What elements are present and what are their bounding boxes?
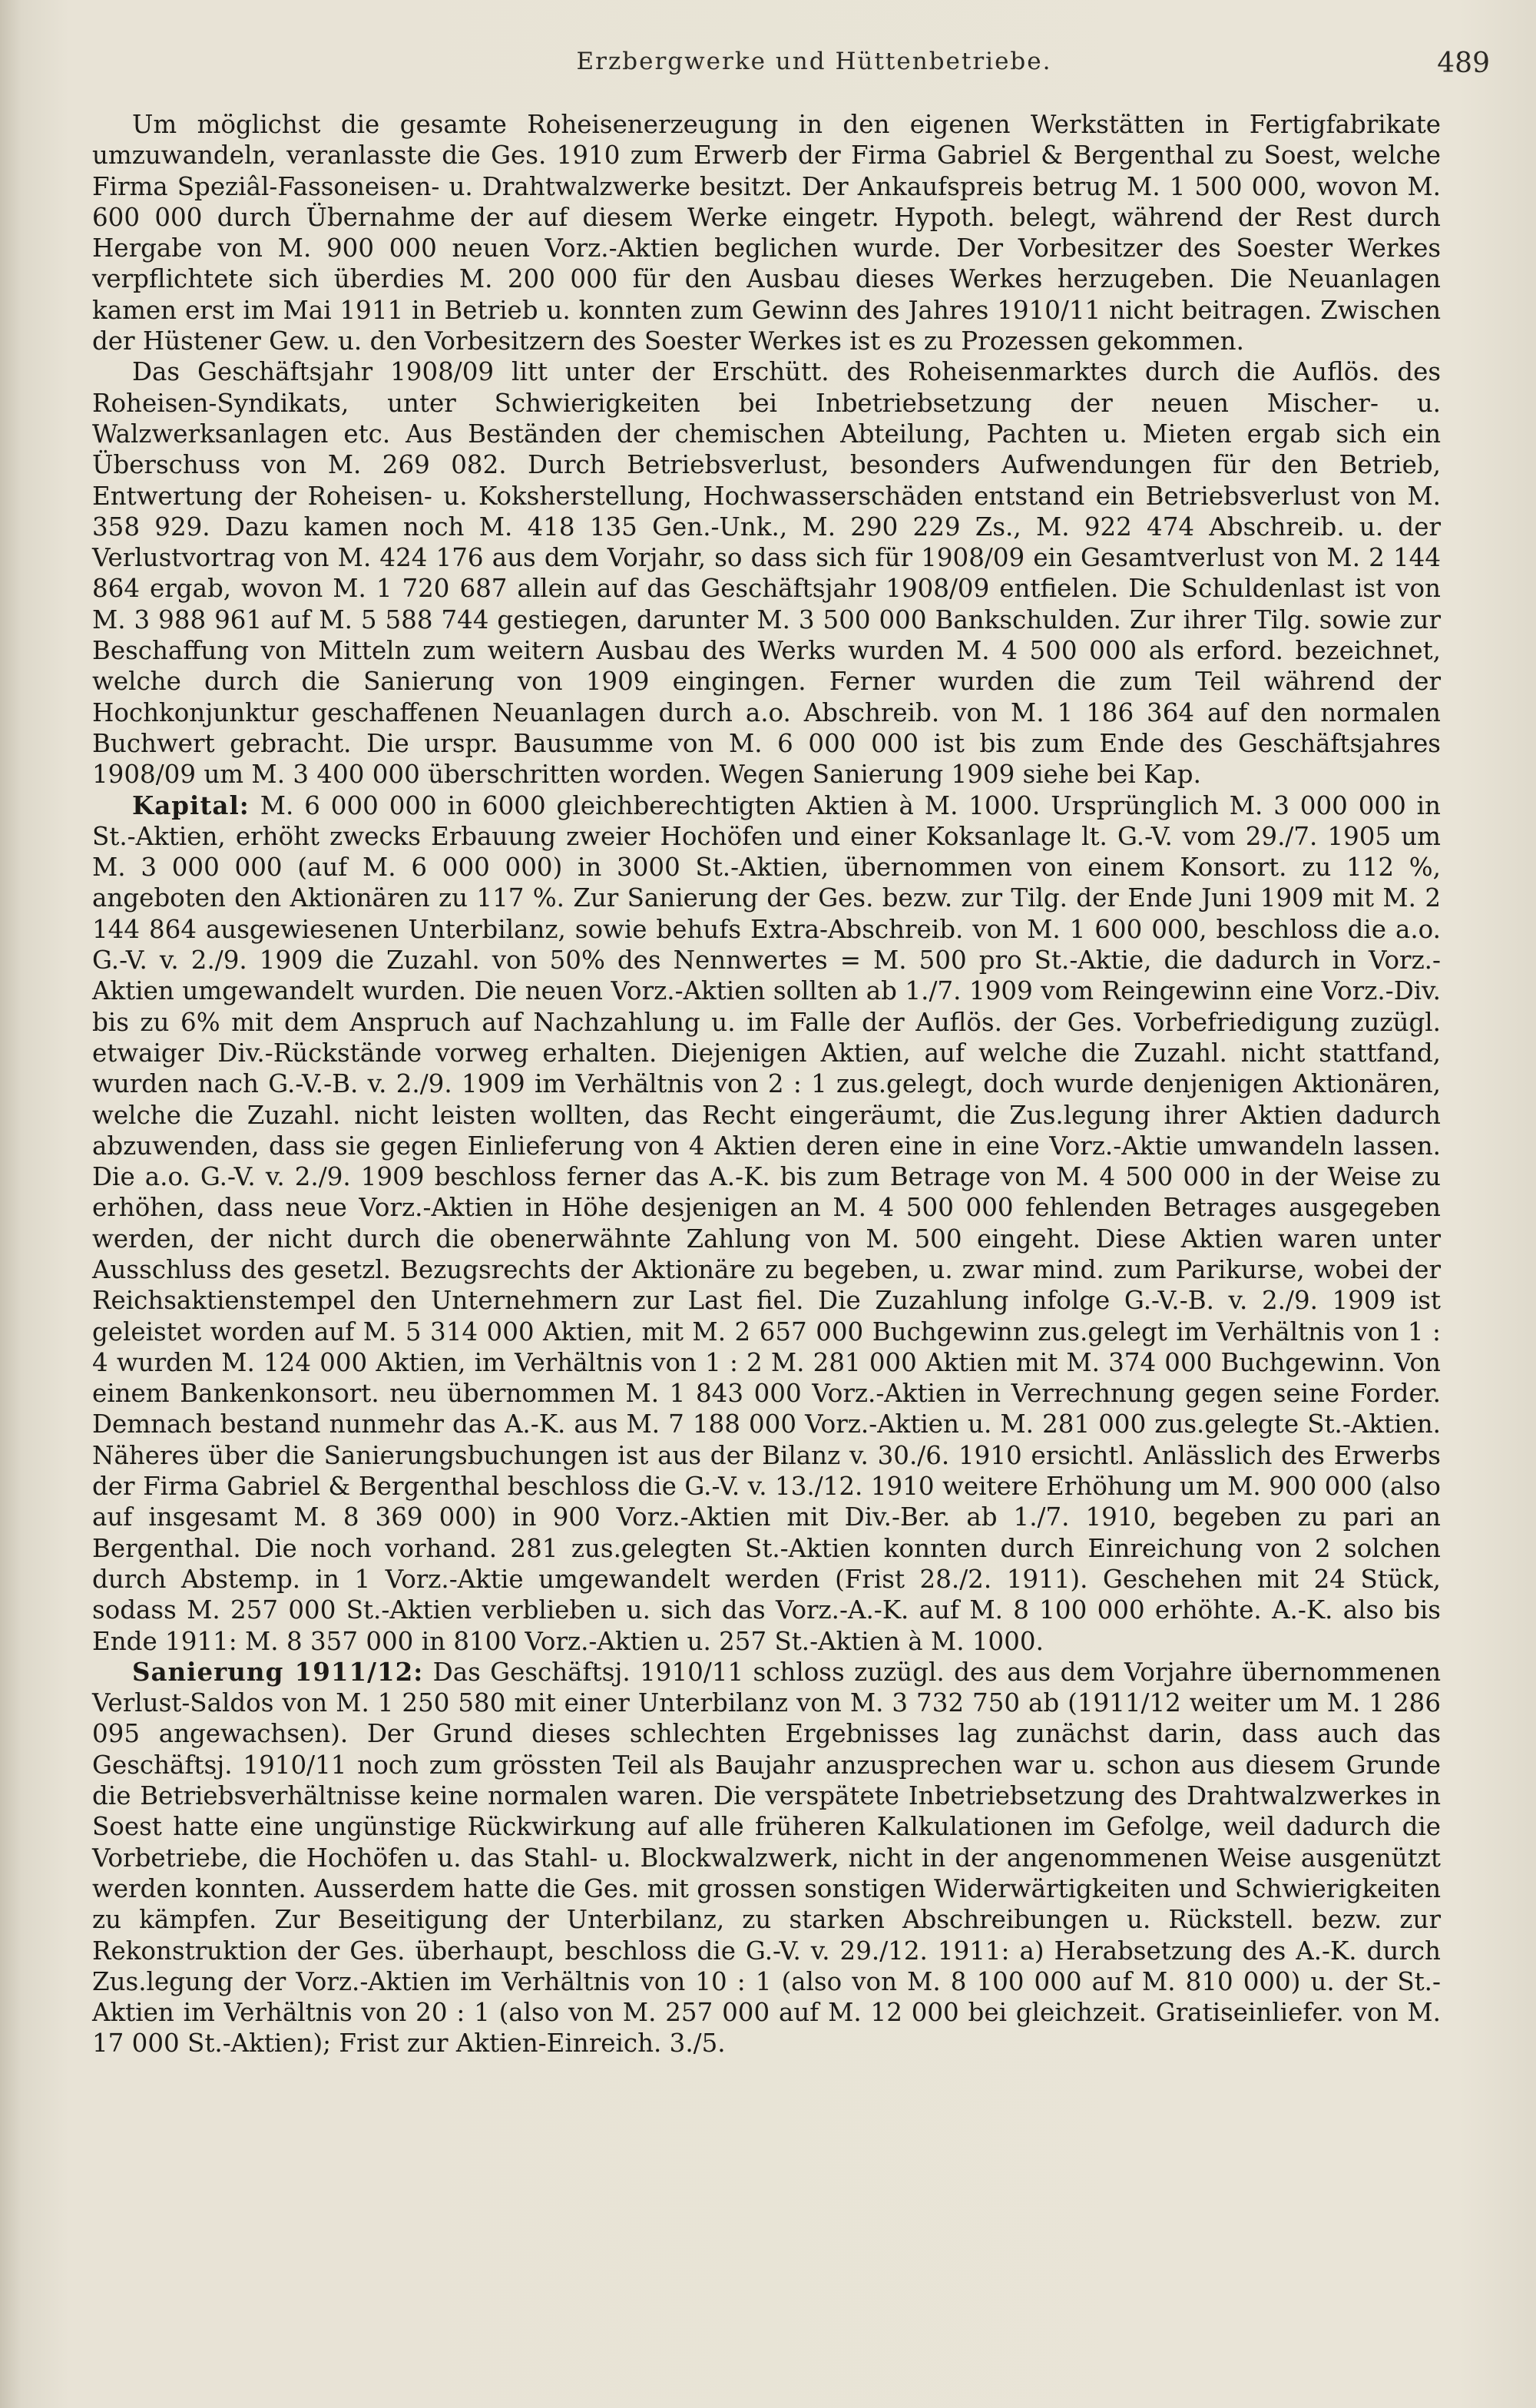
page-number: 489 [1437,48,1490,79]
paragraph-text: Um möglichst die gesamte Roheisenerzeugung in den eigenen Werkstätten in Fertigfabrikate umzuwandeln, veranlasste die Ges. 1910 zum Erwerb der Firma Gabriel & Bergenthal zu Soest, welche Firma Speziâl-Fassoneisen- u. Drahtwalzwerke besitzt. Der Ankaufspreis betrug M. 1 500 000, wovon M. 600 000 durch Übernahme der auf diesem Werke eingetr. Hypoth. belegt, während der Rest durch Hergabe von M. 900 000 neuen Vorz.-Aktien beglichen wurde. Der Vorbesitzer des Soester Werkes verpflichtete sich überdies M. 200 000 für den Ausbau dieses Werkes herzugeben. Die Neuanlagen kamen erst im Mai 1911 in Betrieb u. konnten zum Gewinn des Jahres 1910/11 nicht beitragen. Zwischen der Hüstener Gew. u. den Vorbesitzern des Soester Werkes ist es zu Prozessen gekommen. [92,110,1441,356]
running-head: Erzbergwerke und Hüttenbetriebe. [576,48,1052,75]
paragraph-text: Das Geschäftsj. 1910/11 schloss zuzügl. des aus dem Vorjahre übernommenen Verlust-Saldos von M. 1 250 580 mit einer Unterbilanz von M. 3 732 750 ab (1911/12 weiter um M. 1 286 095 angewachsen). Der Grund dieses schlechten Ergebnisses lag zunächst darin, dass auch das Geschäftsj. 1910/11 noch zum grössten Teil als Baujahr anzusprechen war u. schon aus diesem Grunde die Betriebsverhältnisse keine normalen waren. Die verspätete Inbetriebsetzung des Drahtwalzwerkes in Soest hatte eine ungünstige Rückwirkung auf alle früheren Kalkulationen im Gefolge, weil dadurch die Vorbetriebe, die Hochöfen u. das Stahl- u. Blockwalzwerk, nicht in der angenommenen Weise ausgenützt werden konnten. Ausserdem hatte die Ges. mit grossen sonstigen Widerwärtigkeiten und Schwierigkeiten zu kämpfen. Zur Beseitigung der Unterbilanz, zu starken Abschreibungen u. Rückstell. bezw. zur Rekonstruktion der Ges. überhaupt, beschloss die G.-V. v. 29./12. 1911: a) Herabsetzung des A.-K. durch Zus.legung der Vorz.-Aktien im Verhältnis von 10 : 1 (also von M. 8 100 000 auf M. 810 000) u. der St.-Aktien im Verhältnis von 20 : 1 (also von M. 257 000 auf M. 12 000 bei gleichzeit. Gratiseinliefer. von M. 17 000 St.-Aktien); Frist zur Aktien-Einreich. 3./5. [92,1657,1442,2059]
section-lead-kapital: Kapital: [132,790,250,820]
section-lead-sanierung: Sanierung 1911/12: [132,1656,424,1687]
paragraph-sanierung [92,1657,1441,2059]
paragraph-acquisition [92,109,1441,356]
paragraph-text: M. 6 000 000 in 6000 gleichberechtigten Aktien à M. 1000. Ursprünglich M. 3 000 000 in St.-Aktien, erhöht zwecks Erbauung zweier Hochöfen und einer Koksanlage lt. G.-V. vom 29./7. 1905 um M. 3 000 000 (auf M. 6 000 000) in 3000 St.-Aktien, übernommen von einem Konsort. zu 112 %, angeboten den Aktionären zu 117 %. Zur Sanierung der Ges. bezw. zur Tilg. der Ende Juni 1909 mit M. 2 144 864 ausgewiesenen Unterbilanz, sowie behufs Extra-Abschreib. von M. 1 600 000, beschloss die a.o. G.-V. v. 2./9. 1909 die Zuzahl. von 50% des Nennwertes = M. 500 pro St.-Aktie, die dadurch in Vorz.-Aktien umgewandelt wurden. Die neuen Vorz.-Aktien sollten ab 1./7. 1909 vom Reingewinn eine Vorz.-Div. bis zu 6% mit dem Anspruch auf Nachzahlung u. im Falle der Auflös. der Ges. Vorbefriedigung zuzügl. etwaiger Div.-Rückstände vorweg erhalten. Diejenigen Aktien, auf welche die Zuzahl. nicht stattfand, wurden nach G.-V.-B. v. 2./9. 1909 im Verhältnis von 2 : 1 zus.gelegt, doch wurde denjenigen Aktionären, welche die Zuzahl. nicht leisten wollten, das Recht eingeräumt, die Zus.legung ihrer Aktien dadurch abzuwenden, dass sie gegen Einlieferung von 4 Aktien deren eine in eine Vorz.-Aktie umwandeln lassen. Die a.o. G.-V. v. 2./9. 1909 beschloss ferner das A.-K. bis zum Betrage von M. 4 500 000 in der Weise zu erhöhen, dass neue Vorz.-Aktien in Höhe desjenigen an M. 4 500 000 fehlenden Betrages ausgegeben werden, der nicht durch die obenerwähnte Zahlung von M. 500 eingeht. Diese Aktien waren unter Ausschluss des gesetzl. Bezugsrechts der Aktionäre zu begeben, u. zwar mind. zum Parikurse, wobei der Reichsaktienstempel den Unternehmern zur Last fiel. Die Zuzahlung infolge G.-V.-B. v. 2./9. 1909 ist geleistet worden auf M. 5 314 000 Aktien, mit M. 2 657 000 Buchgewinn zus.gelegt im Verhältnis von 1 : 4 wurden M. 124 000 Aktien, im Verhältnis von 1 : 2 M. 281 000 Aktien mit M. 374 000 Buchgewinn. Von einem Bankenkonsort. neu übernommen M. 1 843 000 Vorz.-Aktien in Verrechnung gegen seine Forder. Demnach bestand nunmehr das A.-K. aus M. 7 188 000 Vorz.-Aktien u. M. 281 000 zus.gelegte St.-Aktien. Näheres über die Sanierungsbuchungen ist aus der Bilanz v. 30./6. 1910 ersichtl. Anlässlich des Erwerbs der Firma Gabriel & Bergenthal beschloss die G.-V. v. 13./12. 1910 weitere Erhöhung um M. 900 000 (also auf insgesamt M. 8 369 000) in 900 Vorz.-Aktien mit Div.-Ber. ab 1./7. 1910, begeben zu pari an Bergenthal. Die noch vorhand. 281 zus.gelegten St.-Aktien konnten durch Einreichung von 2 solchen durch Abstemp. in 1 Vorz.-Aktie umgewandelt werden (Frist 28./2. 1911). Geschehen mit 24 Stück, sodass M. 257 000 St.-Aktien verblieben u. sich das Vorz.-A.-K. auf M. 8 100 000 erhöhte. A.-K. also bis Ende 1911: M. 8 357 000 in 8100 Vorz.-Aktien u. 257 St.-Aktien à M. 1000. [92,790,1441,1656]
paragraph-fiscal-year [92,356,1441,790]
paragraph-text: Das Geschäftsjahr 1908/09 litt unter der Erschütt. des Roheisenmarktes durch die Auflös. des Roheisen-Syndikats, unter Schwierigkeiten bei Inbetriebsetzung der neuen Mischer- u. Walzwerksanlagen etc. Aus Beständen der chemischen Abteilung, Pachten u. Mieten ergab sich ein Überschuss von M. 269 082. Durch Betriebsverlust, besonders Aufwendungen für den Betrieb, Entwertung der Roheisen- u. Koksherstellung, Hochwasserschäden entstand ein Betriebsverlust von M. 358 929. Dazu kamen noch M. 418 135 Gen.-Unk., M. 290 229 Zs., M. 922 474 Abschreib. u. der Verlustvortrag von M. 424 176 aus dem Vorjahr, so dass sich für 1908/09 ein Gesamtverlust von M. 2 144 864 ergab, wovon M. 1 720 687 allein auf das Geschäftsjahr 1908/09 entfielen. Die Schuldenlast ist von M. 3 988 961 auf M. 5 588 744 gestiegen, darunter M. 3 500 000 Bankschulden. Zur ihrer Tilg. sowie zur Beschaffung von Mitteln zum weitern Ausbau des Werks wurden M. 4 500 000 als erford. bezeichnet, welche durch die Sanierung von 1909 eingingen. Ferner wurden die zum Teil während der Hochkonjunktur geschaffenen Neuanlagen durch a.o. Abschreib. von M. 1 186 364 auf den normalen Buchwert gebracht. Die urspr. Bausumme von M. 6 000 000 ist bis zum Ende des Geschäftsjahres 1908/09 um M. 3 400 000 überschritten worden. Wegen Sanierung 1909 siehe bei Kap. [92,357,1441,790]
document-body [92,109,1441,2059]
paragraph-kapital [92,790,1441,1657]
page-header [138,48,1490,86]
